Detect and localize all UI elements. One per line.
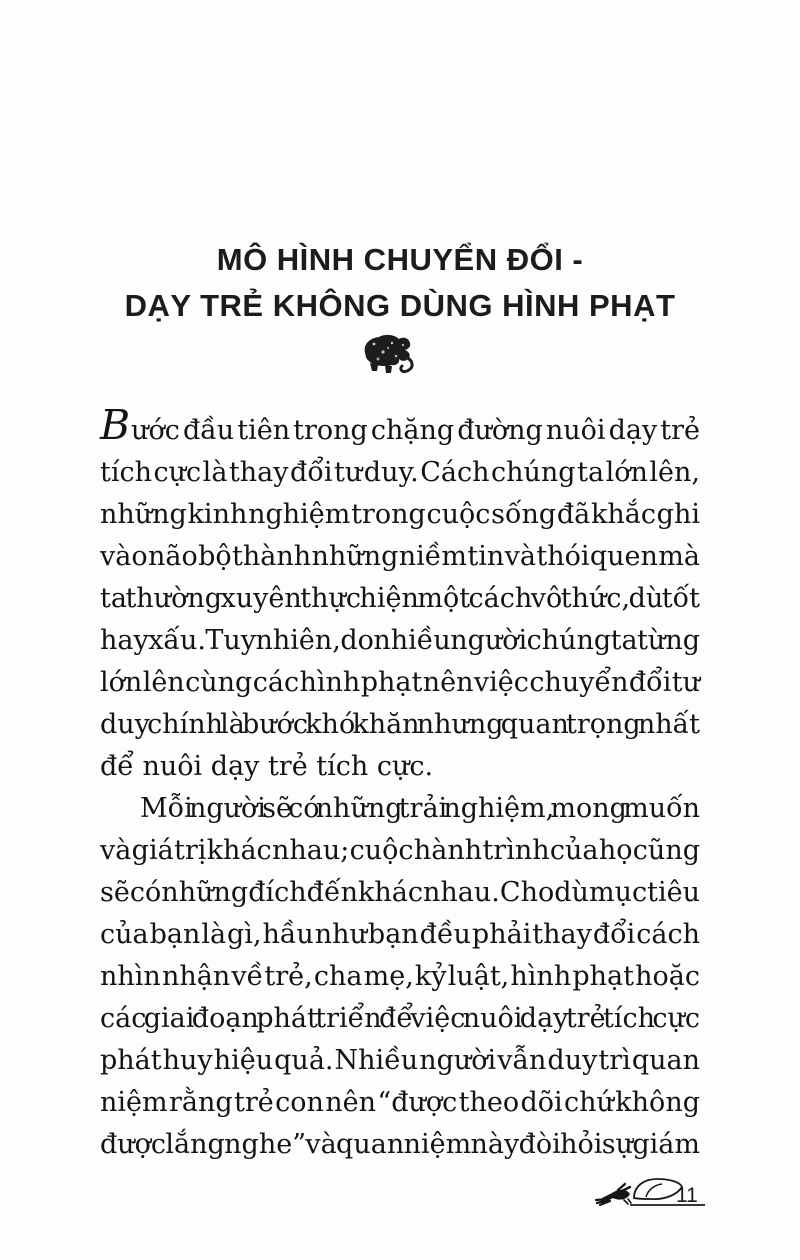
body-line: và giá trị khác nhau; cuộc hành trình của họ cũng (100, 835, 700, 866)
body-line: lớn lên cùng các hình phạt nên việc chuyển đổi tư (100, 667, 700, 698)
body-line: nhìn nhận về trẻ, cha mẹ, kỷ luật, hình phạt hoặc (100, 961, 700, 992)
page-number: 11 (676, 1184, 698, 1207)
body-line: Mỗi người sẽ có những trải nghiệm, mong muốn (140, 793, 700, 824)
elephant-ornament-icon (358, 330, 420, 375)
body-line: để nuôi dạy trẻ tích cực. (100, 751, 434, 782)
body-text (100, 401, 701, 1166)
title-line-2: DẠY TRẺ KHÔNG DÙNG HÌNH PHẠT (124, 288, 676, 323)
body-line: các giai đoạn phát triển để việc nuôi dạy trẻ tích cực (100, 1003, 700, 1034)
body-line: hay xấu. Tuy nhiên, do nhiều người chúng ta từng (100, 625, 700, 656)
chapter-title (0, 237, 800, 329)
body-line: ta thường xuyên thực hiện một cách vô thức, dù tốt (100, 583, 700, 614)
body-line: tích cực là thay đổi tư duy. Cách chúng ta lớn lên, (100, 457, 700, 488)
body-line: Bước đầu tiên trong chặng đường nuôi dạy trẻ (100, 401, 700, 449)
body-line: vào não bộ thành những niềm tin và thói quen mà (100, 541, 700, 572)
body-line: được lắng nghe” và quan niệm này đòi hỏi sự giám (100, 1129, 701, 1160)
body-line: những kinh nghiệm trong cuộc sống đã khắc ghi (100, 499, 700, 530)
body-line: niệm rằng trẻ con nên “được theo dõi chứ không (100, 1087, 700, 1118)
body-line: duy chính là bước khó khăn nhưng quan trọng nhất (100, 709, 700, 740)
body-line: của bạn là gì, hầu như bạn đều phải thay đổi cách (100, 919, 700, 950)
bird-sketch-icon (594, 1176, 706, 1212)
body-line: phát huy hiệu quả. Nhiều người vẫn duy trì quan (100, 1045, 700, 1076)
footer (594, 1176, 706, 1212)
drop-cap: B (100, 401, 132, 449)
body-line: sẽ có những đích đến khác nhau. Cho dù mục tiêu (100, 877, 700, 908)
title-line-1: MÔ HÌNH CHUYỂN ĐỔI - (216, 242, 584, 277)
